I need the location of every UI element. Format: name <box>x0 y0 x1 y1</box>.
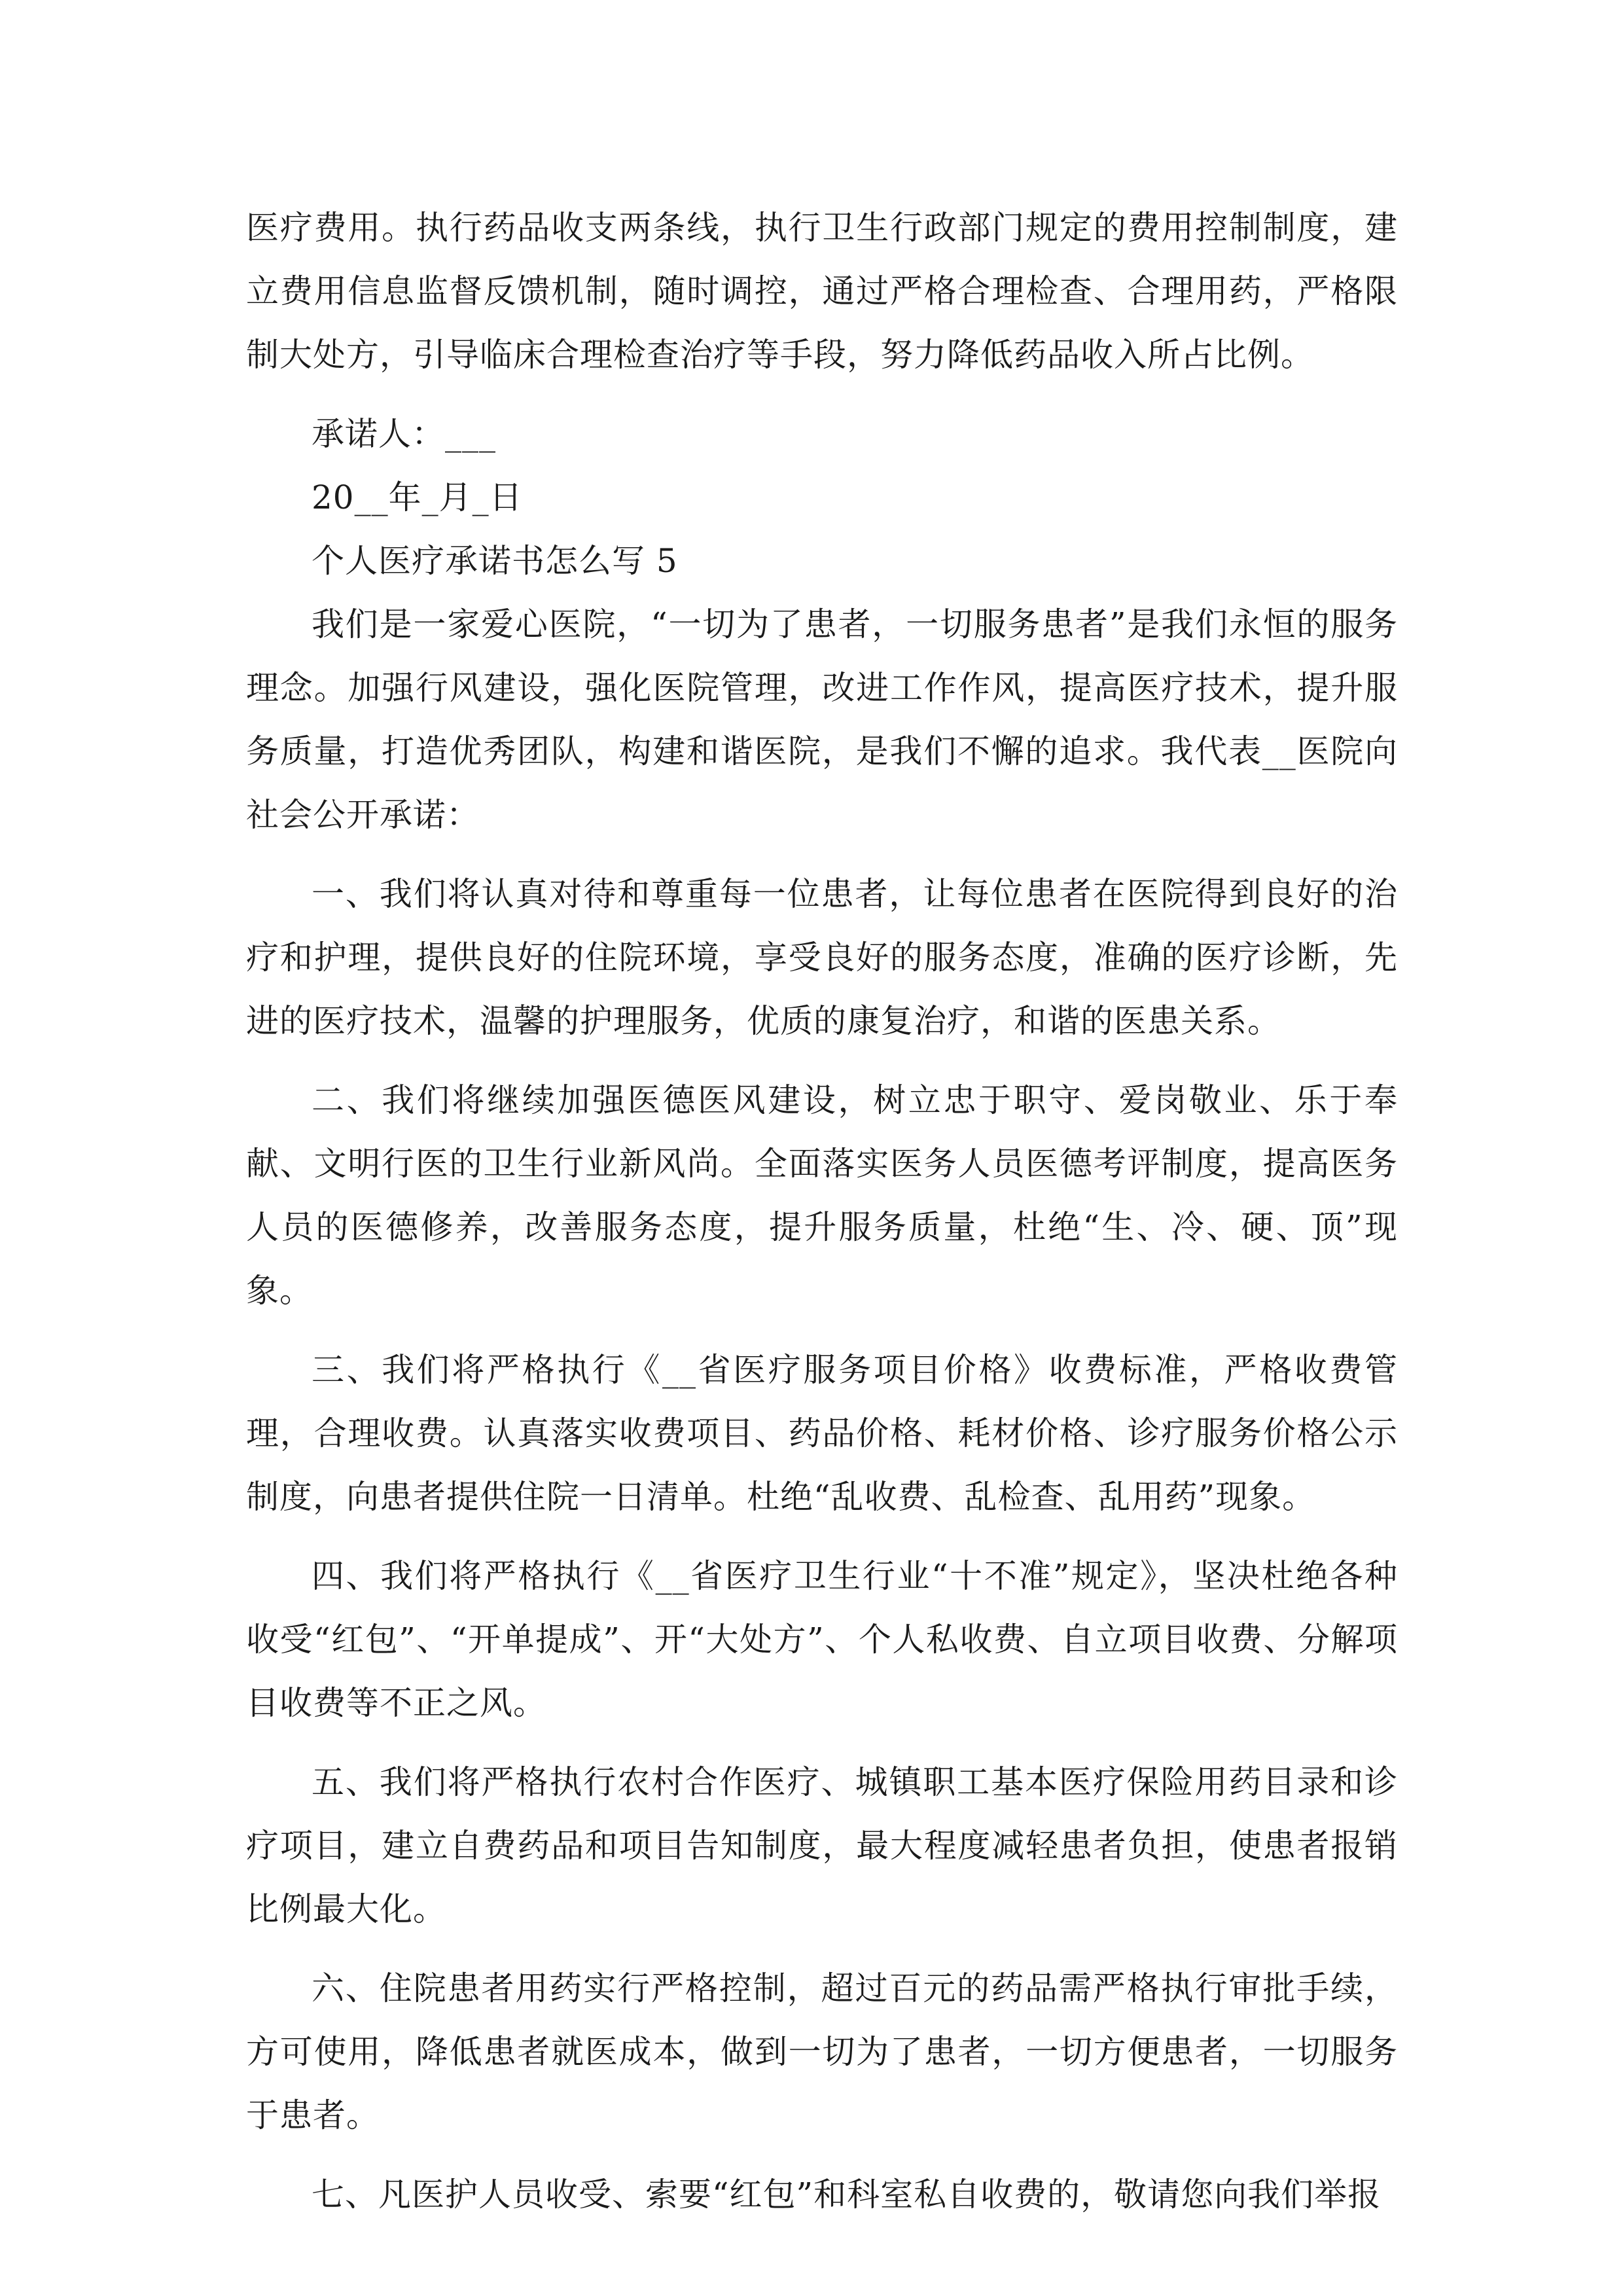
section-title: 个人医疗承诺书怎么写 5 <box>312 542 678 580</box>
commitment-item-4: 四、我们将严格执行《__省医疗卫生行业“十不准”规定》，坚决杜绝各种收受“红包”、“开单提成”、开“大处方”、个人私收费、自立项目收费、分解项目收费等不正之风。 <box>246 1557 1398 1722</box>
opening-paragraph: 我们是一家爱心医院，“一切为了患者，一切服务患者”是我们永恒的服务理念。加强行风建设，强化医院管理，改进工作作风，提高医疗技术，提升服务质量，打造优秀团队，构建和谐医院，是我们不懈的追求。我代表__医院向社会公开承诺： <box>246 605 1398 834</box>
document-body <box>246 196 1398 2227</box>
commitment-item-3: 三、我们将严格执行《__省医疗服务项目价格》收费标准，严格收费管理，合理收费。认真落实收费项目、药品价格、耗材价格、诊疗服务价格公示制度，向患者提供住院一日清单。杜绝“乱收费、乱检查、乱用药”现象。 <box>246 1351 1398 1516</box>
commitment-item-1: 一、我们将认真对待和尊重每一位患者，让每位患者在医院得到良好的治疗和护理，提供良好的住院环境，享受良好的服务态度，准确的医疗诊断，先进的医疗技术，温馨的护理服务，优质的康复治疗，和谐的医患关系。 <box>246 875 1398 1040</box>
signer-line: 承诺人：___ <box>312 415 496 453</box>
intro-tail-paragraph: 医疗费用。执行药品收支两条线，执行卫生行政部门规定的费用控制制度，建立费用信息监督反馈机制，随时调控，通过严格合理检查、合理用药，严格限制大处方，引导临床合理检查治疗等手段，努力降低药品收入所占比例。 <box>246 209 1398 374</box>
commitment-item-6: 六、住院患者用药实行严格控制，超过百元的药品需严格执行审批手续，方可使用，降低患者就医成本，做到一切为了患者，一切方便患者，一切服务于患者。 <box>246 1969 1398 2134</box>
date-line: 20__年_月_日 <box>312 478 523 516</box>
commitment-item-5: 五、我们将严格执行农村合作医疗、城镇职工基本医疗保险用药目录和诊疗项目，建立自费药品和项目告知制度，最大程度减轻患者负担，使患者报销比例最大化。 <box>246 1763 1398 1928</box>
commitment-item-7: 七、凡医护人员收受、索要“红包”和科室私自收费的，敬请您向我们举报 <box>312 2176 1382 2214</box>
commitment-item-2: 二、我们将继续加强医德医风建设，树立忠于职守、爱岗敬业、乐于奉献、文明行医的卫生行业新风尚。全面落实医务人员医德考评制度，提高医务人员的医德修养，改善服务态度，提升服务质量，杜绝“生、冷、硬、顶”现象。 <box>246 1081 1398 1310</box>
